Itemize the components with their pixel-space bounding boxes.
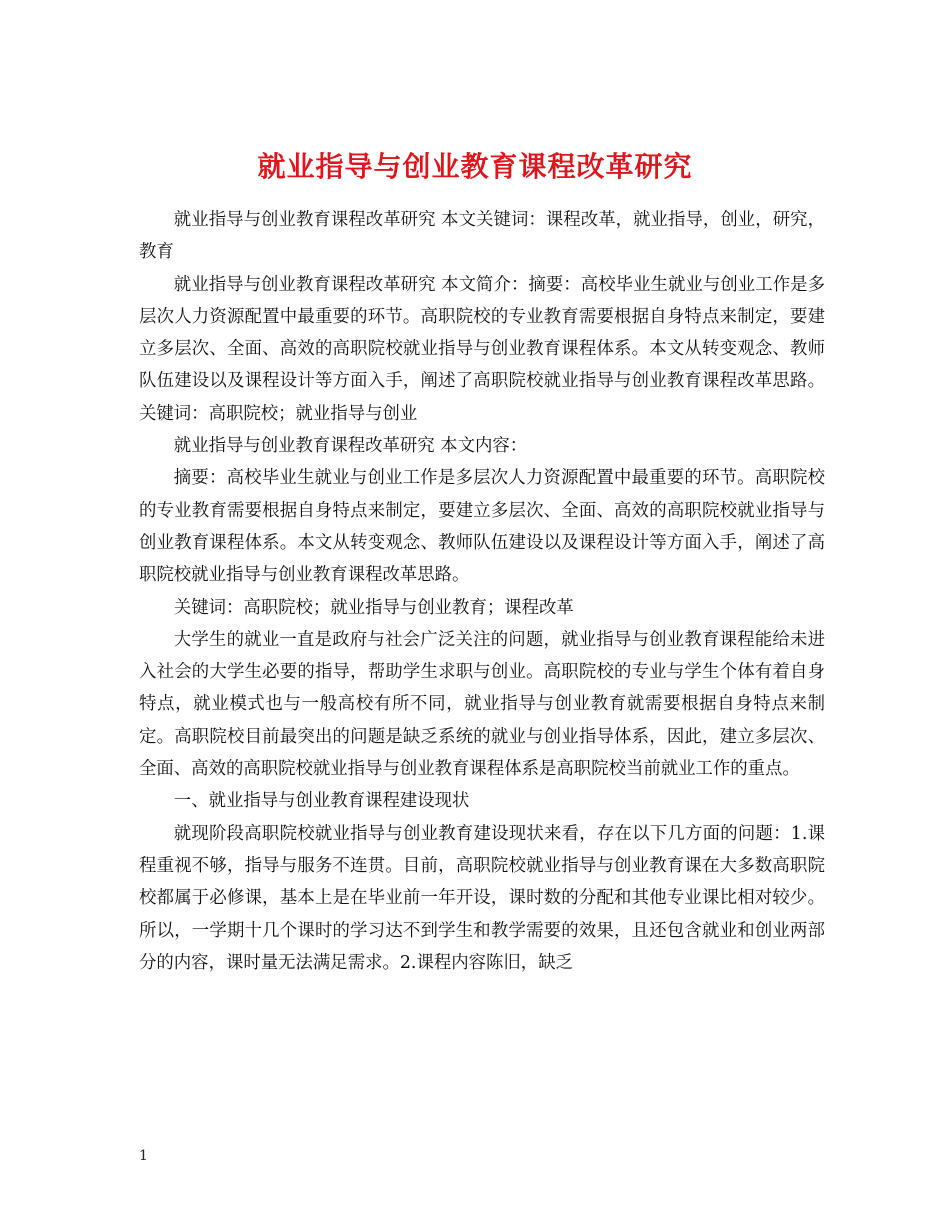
abstract-paragraph: 摘要：高校毕业生就业与创业工作是多层次人力资源配置中最重要的环节。高职院校的专业教育需要根据自身特点来制定，要建立多层次、全面、高效的高职院校就业指导与创业教育课程体系。本文从转变观念、教师队伍建设以及课程设计等方面入手，阐述了高职院校就业指导与创业教育课程改革思路。 [139, 468, 825, 586]
status-paragraph: 就现阶段高职院校就业指导与创业教育建设现状来看，存在以下几方面的问题：1.课程重视不够，指导与服务不连贯。目前，高职院校就业指导与创业教育课在大多数高职院校都属于必修课，基本上是在毕业前一年开设，课时数的分配和其他专业课比相对较少。所以，一学期十几个课时的学习达不到学生和教学需要的效果，且还包含就业和创业两部分的内容，课时量无法满足需求。2.课程内容陈旧，缺乏 [139, 823, 825, 973]
content-heading-paragraph: 就业指导与创业教育课程改革研究 本文内容： [173, 436, 528, 457]
summary-paragraph: 就业指导与创业教育课程改革研究 本文简介：摘要：高校毕业生就业与创业工作是多层次人力资源配置中最重要的环节。高职院校的专业教育需要根据自身特点来制定，要建立多层次、全面、高效的高职院校就业指导与创业教育课程体系。本文从转变观念、教师队伍建设以及课程设计等方面入手，阐述了高职院校就业指导与创业教育课程改革思路。关键词：高职院校；就业指导与创业 [139, 274, 825, 424]
document-body [139, 204, 825, 979]
page-number: 1 [139, 1148, 148, 1164]
section-heading: 一、就业指导与创业教育课程建设现状 [173, 791, 470, 812]
intro-paragraph: 大学生的就业一直是政府与社会广泛关注的问题，就业指导与创业教育课程能给未进入社会的大学生必要的指导，帮助学生求职与创业。高职院校的专业与学生个体有着自身特点，就业模式也与一般高校有所不同，就业指导与创业教育就需要根据自身特点来制定。高职院校目前最突出的问题是缺乏系统的就业与创业指导体系，因此，建立多层次、全面、高效的高职院校就业指导与创业教育课程体系是高职院校当前就业工作的重点。 [139, 629, 825, 780]
keywords-paragraph: 就业指导与创业教育课程改革研究 本文关键词：课程改革，就业指导，创业，研究，教育 [139, 210, 825, 263]
keywords-line-paragraph: 关键词：高职院校；就业指导与创业教育；课程改革 [173, 597, 574, 618]
document-title: 就业指导与创业教育课程改革研究 [257, 149, 693, 183]
